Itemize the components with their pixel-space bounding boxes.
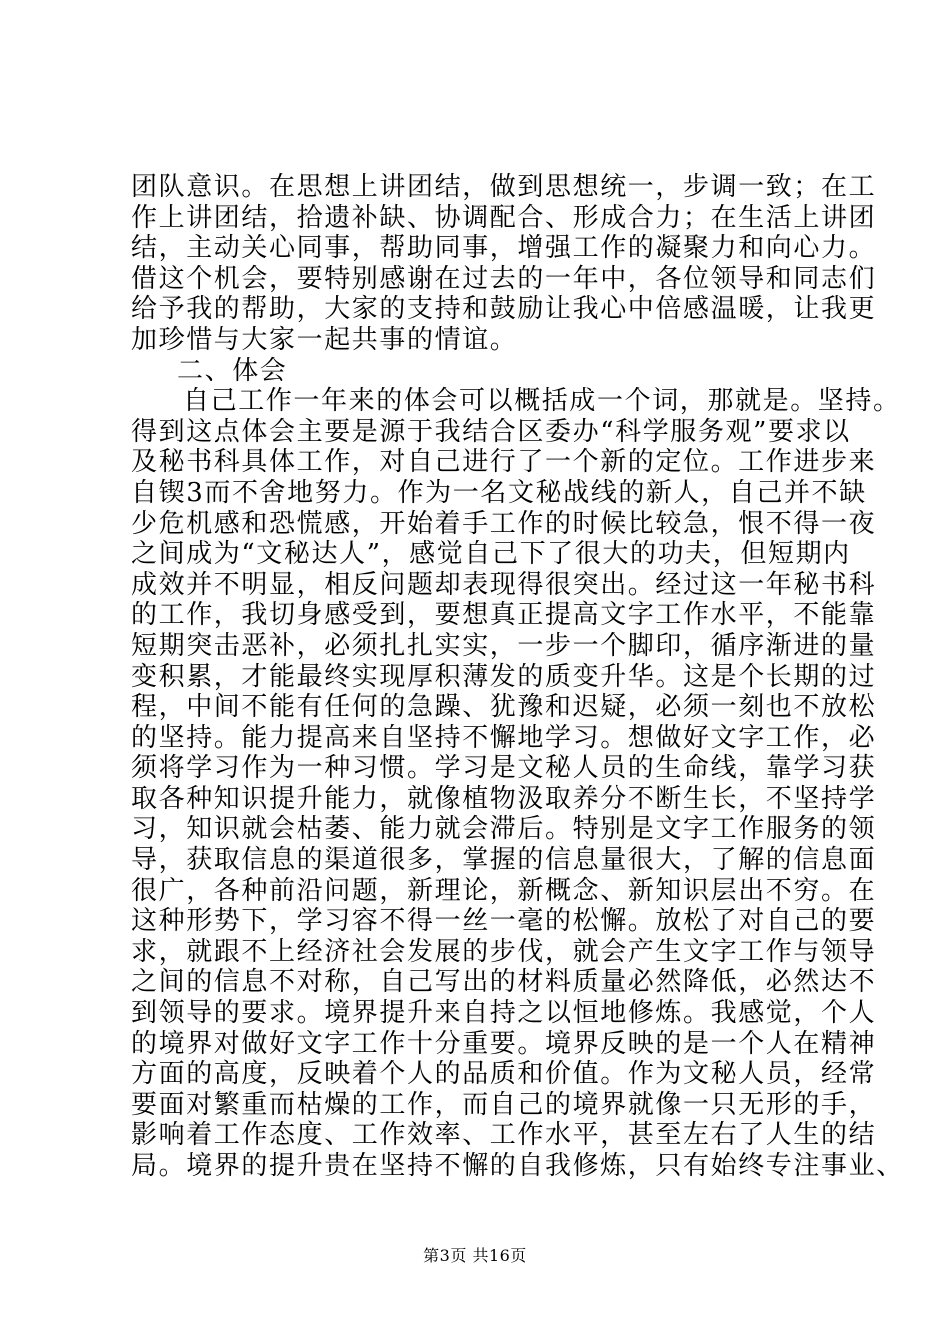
text-line: 团队意识。在思想上讲团结，做到思想统一，步调一致；在工: [131, 172, 877, 202]
text-line: 变积累，才能最终实现厚积薄发的质变升华。这是个长期的过: [131, 661, 877, 692]
text-line: 导，获取信息的渠道很多，掌握的信息量很大，了解的信息面: [131, 845, 877, 876]
text-line: 短期突击恶补，必须扎扎实实，一步一个脚印，循序渐进的量: [131, 630, 877, 661]
text-line: 之间成为“文秘达人”，感觉自己下了很大的功夫，但短期内: [131, 539, 851, 570]
section-heading: 二、体会: [177, 355, 288, 386]
text-line: 借这个机会，要特别感谢在过去的一年中，各位领导和同志们: [131, 263, 877, 294]
text-line: 要面对繁重而枯燥的工作，而自己的境界就像一只无形的手，: [131, 1089, 877, 1120]
text-line: 及秘书科具体工作，对自己进行了一个新的定位。工作进步来: [131, 447, 877, 478]
text-line: 的坚持。能力提高来自坚持不懈地学习。想做好文字工作，必: [131, 722, 877, 753]
text-line: 自锲3而不舍地努力。作为一名文秘战线的新人，自己并不缺: [131, 477, 867, 508]
paragraph-first-line: 自己工作一年来的体会可以概括成一个词，那就是。坚持。: [183, 386, 901, 417]
text-line: 得到这点体会主要是源于我结合区委办“科学服务观”要求以: [131, 416, 851, 447]
text-line: 给予我的帮助，大家的支持和鼓励让我心中倍感温暖，让我更: [131, 294, 877, 325]
text-line: 的工作，我切身感受到，要想真正提高文字工作水平，不能靠: [131, 600, 877, 631]
text-line: 作上讲团结，拾遗补缺、协调配合、形成合力；在生活上讲团: [131, 202, 877, 233]
text-line: 成效并不明显，相反问题却表现得很突出。经过这一年秘书科: [131, 569, 877, 600]
text-line: 习，知识就会枯萎、能力就会滞后。特别是文字工作服务的领: [131, 814, 877, 845]
text-line: 之间的信息不对称，自己写出的材料质量必然降低，必然达不: [131, 967, 877, 998]
text-line: 取各种知识提升能力，就像植物汲取养分不断生长，不坚持学: [131, 783, 877, 814]
text-line: 的境界对做好文字工作十分重要。境界反映的是一个人在精神: [131, 1028, 877, 1059]
text-line: 很广，各种前沿问题，新理论，新概念、新知识层出不穷。在: [131, 875, 877, 906]
text-line: 局。境界的提升贵在坚持不懈的自我修炼，只有始终专注事业、: [131, 1151, 904, 1181]
text-line: 到领导的要求。境界提升来自持之以恒地修炼。我感觉，个人: [131, 998, 877, 1029]
text-line: 影响着工作态度、工作效率、工作水平，甚至左右了人生的结: [131, 1120, 877, 1151]
body-text: [131, 172, 904, 1182]
text-line: 方面的高度，反映着个人的品质和价值。作为文秘人员，经常: [131, 1059, 877, 1090]
text-line: 少危机感和恐慌感，开始着手工作的时候比较急，恨不得一夜: [131, 508, 877, 539]
text-line: 须将学习作为一种习惯。学习是文秘人员的生命线，靠学习获: [131, 753, 877, 784]
text-line: 这种形势下，学习容不得一丝一毫的松懈。放松了对自己的要: [131, 906, 877, 937]
text-line: 求，就跟不上经济社会发展的步伐，就会产生文字工作与领导: [131, 936, 877, 967]
page-number-footer: 第3页 共16页: [423, 1246, 527, 1265]
text-line: 程，中间不能有任何的急躁、犹豫和迟疑，必须一刻也不放松: [131, 692, 877, 723]
text-line: 加珍惜与大家一起共事的情谊。: [131, 324, 518, 355]
text-line: 结，主动关心同事，帮助同事，增强工作的凝聚力和向心力。: [131, 233, 877, 264]
